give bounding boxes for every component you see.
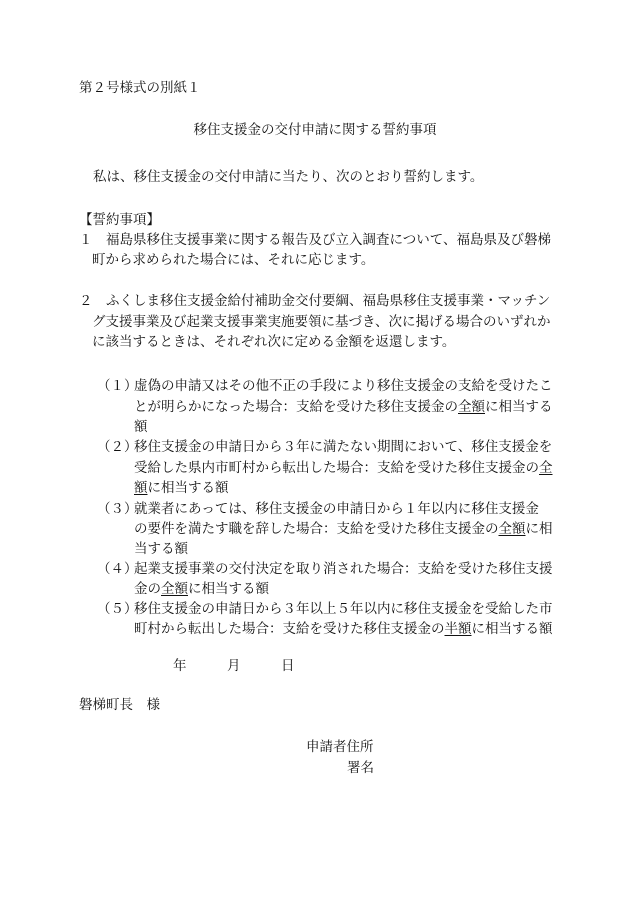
sub-item-4-number: （４） <box>97 561 138 577</box>
sub-item-3-line-3: 当する額 <box>134 541 188 557</box>
pledge-item-1-line-2: 町から求められた場合には、それに応じます。 <box>92 252 375 268</box>
form-number: 第２号様式の別紙１ <box>79 80 201 96</box>
underlined-amount: 額 <box>134 480 148 496</box>
addressee: 磐梯町長 様 <box>79 697 160 713</box>
sub-item-3-number: （３） <box>97 501 138 517</box>
sub-item-1-number: （１） <box>97 378 138 394</box>
pledge-item-2-line-1: ふくしま移住支援金給付補助金交付要綱、福島県移住支援事業・マッチン <box>106 293 551 309</box>
sub-item-2-line-3: 額に相当する額 <box>134 480 229 496</box>
pledge-item-1-line-1: 福島県移住支援事業に関する報告及び立入調査について、福島県及び磐梯 <box>106 232 551 248</box>
sub-item-2-line-2: 受給した県内市町村から転出した場合：支給を受けた移住支援金の全 <box>134 460 553 476</box>
pledge-item-2-line-3: に該当するときは、それぞれ次に定める金額を返還します。 <box>92 334 456 350</box>
sub-item-4-line-2: 金の全額に相当する額 <box>134 581 269 597</box>
document-title: 移住支援金の交付申請に関する誓約事項 <box>193 122 437 138</box>
underlined-amount: 全額 <box>161 581 188 597</box>
underlined-amount: 半額 <box>444 621 472 637</box>
pledge-item-2-line-2: グ支援事業及び起業支援事業実施要領に基づき、次に掲げる場合のいずれか <box>92 314 551 330</box>
sub-item-2-line-1: 移住支援金の申請日から３年に満たない期間において、移住支援金を <box>134 439 553 455</box>
applicant-address-label: 申請者住所 <box>306 739 374 755</box>
signature-label: 署名 <box>347 760 374 776</box>
date-day-label: 日 <box>281 658 295 674</box>
sub-item-5-number: （５） <box>97 601 138 617</box>
pledge-item-2-number: ２ <box>79 293 93 309</box>
sub-item-3-line-2: の要件を満たす職を辞した場合：支給を受けた移住支援金の全額に相 <box>134 521 553 537</box>
underlined-amount: 全額 <box>498 521 526 537</box>
sub-item-1-line-1: 虚偽の申請又はその他不正の手段により移住支援金の支給を受けたこ <box>134 378 553 394</box>
date-line <box>173 657 303 675</box>
intro-statement: 私は、移住支援金の交付申請に当たり、次のとおり誓約します。 <box>93 169 484 185</box>
sub-item-4-line-1: 起業支援事業の交付決定を取り消された場合：支給を受けた移住支援 <box>134 561 553 577</box>
sub-item-5-line-2: 町村から転出した場合：支給を受けた移住支援金の半額に相当する額 <box>134 621 553 637</box>
sub-item-2-number: （２） <box>97 439 138 455</box>
sub-item-3-line-1: 就業者にあっては、移住支援金の申請日から１年以内に移住支援金 <box>134 501 539 517</box>
date-month-label: 月 <box>227 658 241 674</box>
sub-item-1-line-2: とが明らかになった場合：支給を受けた移住支援金の全額に相当する <box>134 399 553 415</box>
sub-item-1-line-3: 額 <box>134 419 148 435</box>
pledge-heading: 【誓約事項】 <box>79 212 160 228</box>
underlined-amount: 全額 <box>458 399 485 415</box>
sub-item-5-line-1: 移住支援金の申請日から３年以上５年以内に移住支援金を受給した市 <box>134 601 553 617</box>
underlined-amount: 全 <box>539 460 553 476</box>
date-year-label: 年 <box>173 658 187 674</box>
pledge-item-1-number: １ <box>79 232 93 248</box>
